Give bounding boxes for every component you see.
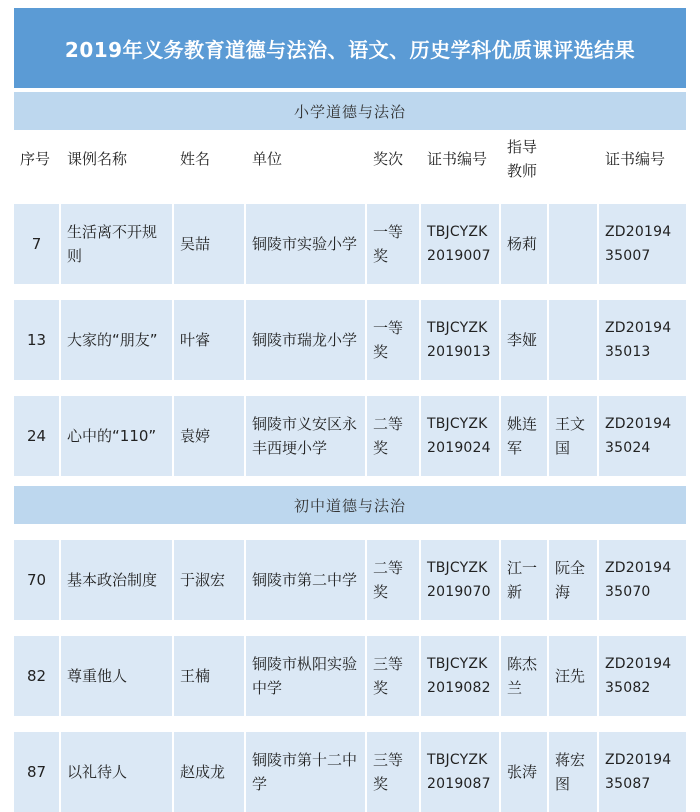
cell-name: 赵成龙 xyxy=(174,732,246,812)
cell-course: 大家的“朋友” xyxy=(61,300,174,380)
table-header-row xyxy=(14,130,686,188)
cell-no: 7 xyxy=(14,204,61,284)
row-gap xyxy=(14,284,686,300)
cell-tutor2: 汪先 xyxy=(549,636,599,716)
table-row xyxy=(14,636,686,716)
cell-award: 一等奖 xyxy=(367,204,421,284)
header-cell: 姓名 xyxy=(174,130,246,188)
table-row xyxy=(14,204,686,284)
cell-cert: TBJCYZK2019024 xyxy=(421,396,501,476)
cell-tutor2: 阮全海 xyxy=(549,540,599,620)
table-row xyxy=(14,732,686,812)
cell-unit: 铜陵市瑞龙小学 xyxy=(246,300,367,380)
section-heading-primary: 小学道德与法治 xyxy=(14,92,686,130)
header-cell xyxy=(549,130,599,188)
row-gap xyxy=(14,716,686,732)
cell-cert2: ZD2019435013 xyxy=(599,300,686,380)
cell-award: 二等奖 xyxy=(367,540,421,620)
cell-unit: 铜陵市义安区永丰西埂小学 xyxy=(246,396,367,476)
cell-name: 于淑宏 xyxy=(174,540,246,620)
cell-tutor: 姚连军 xyxy=(501,396,549,476)
cell-award: 三等奖 xyxy=(367,732,421,812)
cell-course: 心中的“110” xyxy=(61,396,174,476)
cell-cert: TBJCYZK2019070 xyxy=(421,540,501,620)
cell-no: 13 xyxy=(14,300,61,380)
cell-no: 82 xyxy=(14,636,61,716)
cell-no: 87 xyxy=(14,732,61,812)
cell-cert2: ZD2019435024 xyxy=(599,396,686,476)
row-gap xyxy=(14,620,686,636)
cell-course: 基本政治制度 xyxy=(61,540,174,620)
cell-cert2: ZD2019435087 xyxy=(599,732,686,812)
cell-tutor2: 蒋宏图 xyxy=(549,732,599,812)
header-cell: 证书编号 xyxy=(599,130,686,188)
results-table-primary xyxy=(14,130,686,476)
cell-award: 一等奖 xyxy=(367,300,421,380)
header-cell: 序号 xyxy=(14,130,61,188)
cell-cert2: ZD2019435082 xyxy=(599,636,686,716)
cell-name: 吴喆 xyxy=(174,204,246,284)
cell-unit: 铜陵市枞阳实验中学 xyxy=(246,636,367,716)
header-cell: 单位 xyxy=(246,130,367,188)
cell-award: 二等奖 xyxy=(367,396,421,476)
row-gap xyxy=(14,380,686,396)
cell-tutor: 陈杰兰 xyxy=(501,636,549,716)
cell-name: 袁婷 xyxy=(174,396,246,476)
document-title: 2019年义务教育道德与法治、语文、历史学科优质课评选结果 xyxy=(14,8,686,88)
table-row xyxy=(14,396,686,476)
results-document xyxy=(14,8,686,812)
cell-tutor: 李娅 xyxy=(501,300,549,380)
header-cell: 指导教师 xyxy=(501,130,549,188)
cell-cert: TBJCYZK2019082 xyxy=(421,636,501,716)
header-cell: 奖次 xyxy=(367,130,421,188)
row-gap xyxy=(14,524,686,540)
table-row xyxy=(14,540,686,620)
cell-tutor: 张涛 xyxy=(501,732,549,812)
cell-course: 生活离不开规则 xyxy=(61,204,174,284)
section-gap xyxy=(14,476,686,486)
cell-cert2: ZD2019435007 xyxy=(599,204,686,284)
cell-course: 尊重他人 xyxy=(61,636,174,716)
cell-unit: 铜陵市第二中学 xyxy=(246,540,367,620)
section-heading-junior: 初中道德与法治 xyxy=(14,486,686,524)
cell-cert2: ZD2019435070 xyxy=(599,540,686,620)
cell-no: 24 xyxy=(14,396,61,476)
cell-unit: 铜陵市实验小学 xyxy=(246,204,367,284)
cell-tutor2 xyxy=(549,300,599,380)
cell-unit: 铜陵市第十二中学 xyxy=(246,732,367,812)
cell-award: 三等奖 xyxy=(367,636,421,716)
header-cell: 证书编号 xyxy=(421,130,501,188)
cell-tutor: 江一新 xyxy=(501,540,549,620)
cell-tutor2: 王文国 xyxy=(549,396,599,476)
cell-cert: TBJCYZK2019087 xyxy=(421,732,501,812)
cell-course: 以礼待人 xyxy=(61,732,174,812)
cell-name: 王楠 xyxy=(174,636,246,716)
results-table-junior xyxy=(14,524,686,812)
cell-name: 叶睿 xyxy=(174,300,246,380)
cell-cert: TBJCYZK2019007 xyxy=(421,204,501,284)
table-row xyxy=(14,300,686,380)
cell-no: 70 xyxy=(14,540,61,620)
cell-tutor2 xyxy=(549,204,599,284)
row-gap xyxy=(14,188,686,204)
cell-cert: TBJCYZK2019013 xyxy=(421,300,501,380)
cell-tutor: 杨莉 xyxy=(501,204,549,284)
header-cell: 课例名称 xyxy=(61,130,174,188)
